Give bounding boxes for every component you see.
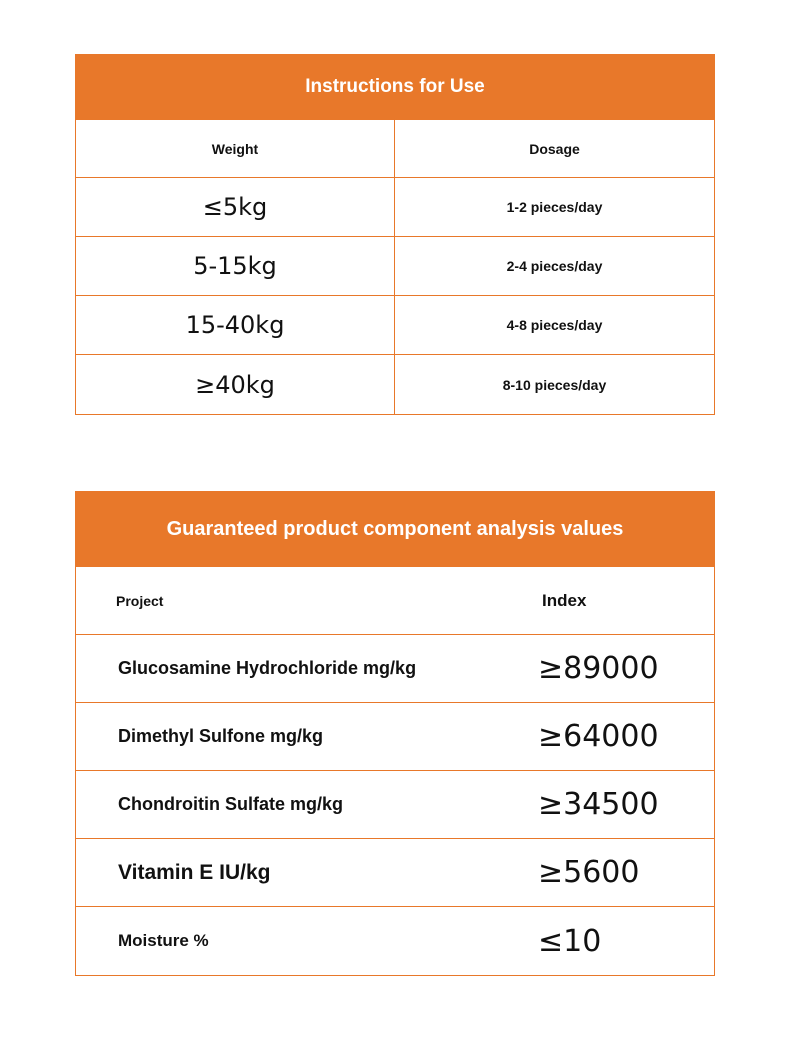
index-cell: ≤10 [538,923,602,959]
index-cell: ≥34500 [538,787,659,822]
project-cell: Dimethyl Sulfone mg/kg [118,726,324,746]
index-column-header: Index [542,590,587,610]
usage-table-title: Instructions for Use [76,55,714,120]
project-cell: Chondroitin Sulfate mg/kg [118,794,343,814]
project-cell: Vitamin E IU/kg [118,860,271,884]
analysis-table [75,491,715,976]
table-row [76,907,714,975]
table-row [76,178,714,237]
dosage-cell: 8-10 pieces/day [502,376,607,393]
table-row [76,355,714,414]
table-row [76,296,714,355]
weight-cell: 15-40kg [76,296,395,354]
usage-table [75,54,715,415]
weight-cell: ≤5kg [76,178,395,236]
project-cell: Glucosamine Hydrochloride mg/kg [118,658,417,678]
analysis-table-title: Guaranteed product component analysis values [76,492,714,567]
weight-column-header: Weight [76,120,395,177]
dosage-column-header: Dosage [529,140,580,157]
dosage-cell: 1-2 pieces/day [506,199,603,215]
analysis-header-row [76,567,714,635]
dosage-cell: 2-4 pieces/day [506,258,603,274]
usage-header-row [76,120,714,178]
weight-cell: ≥40kg [76,355,395,414]
project-column-header: Project [116,593,164,609]
table-row [76,635,714,703]
weight-cell: 5-15kg [76,237,395,295]
dosage-cell: 4-8 pieces/day [506,317,603,333]
table-row [76,237,714,296]
table-row [76,703,714,771]
table-row [76,839,714,907]
project-cell: Moisture % [118,931,209,950]
index-cell: ≥5600 [538,855,640,890]
index-cell: ≥64000 [538,719,659,754]
index-cell: ≥89000 [538,651,659,686]
table-row [76,771,714,839]
